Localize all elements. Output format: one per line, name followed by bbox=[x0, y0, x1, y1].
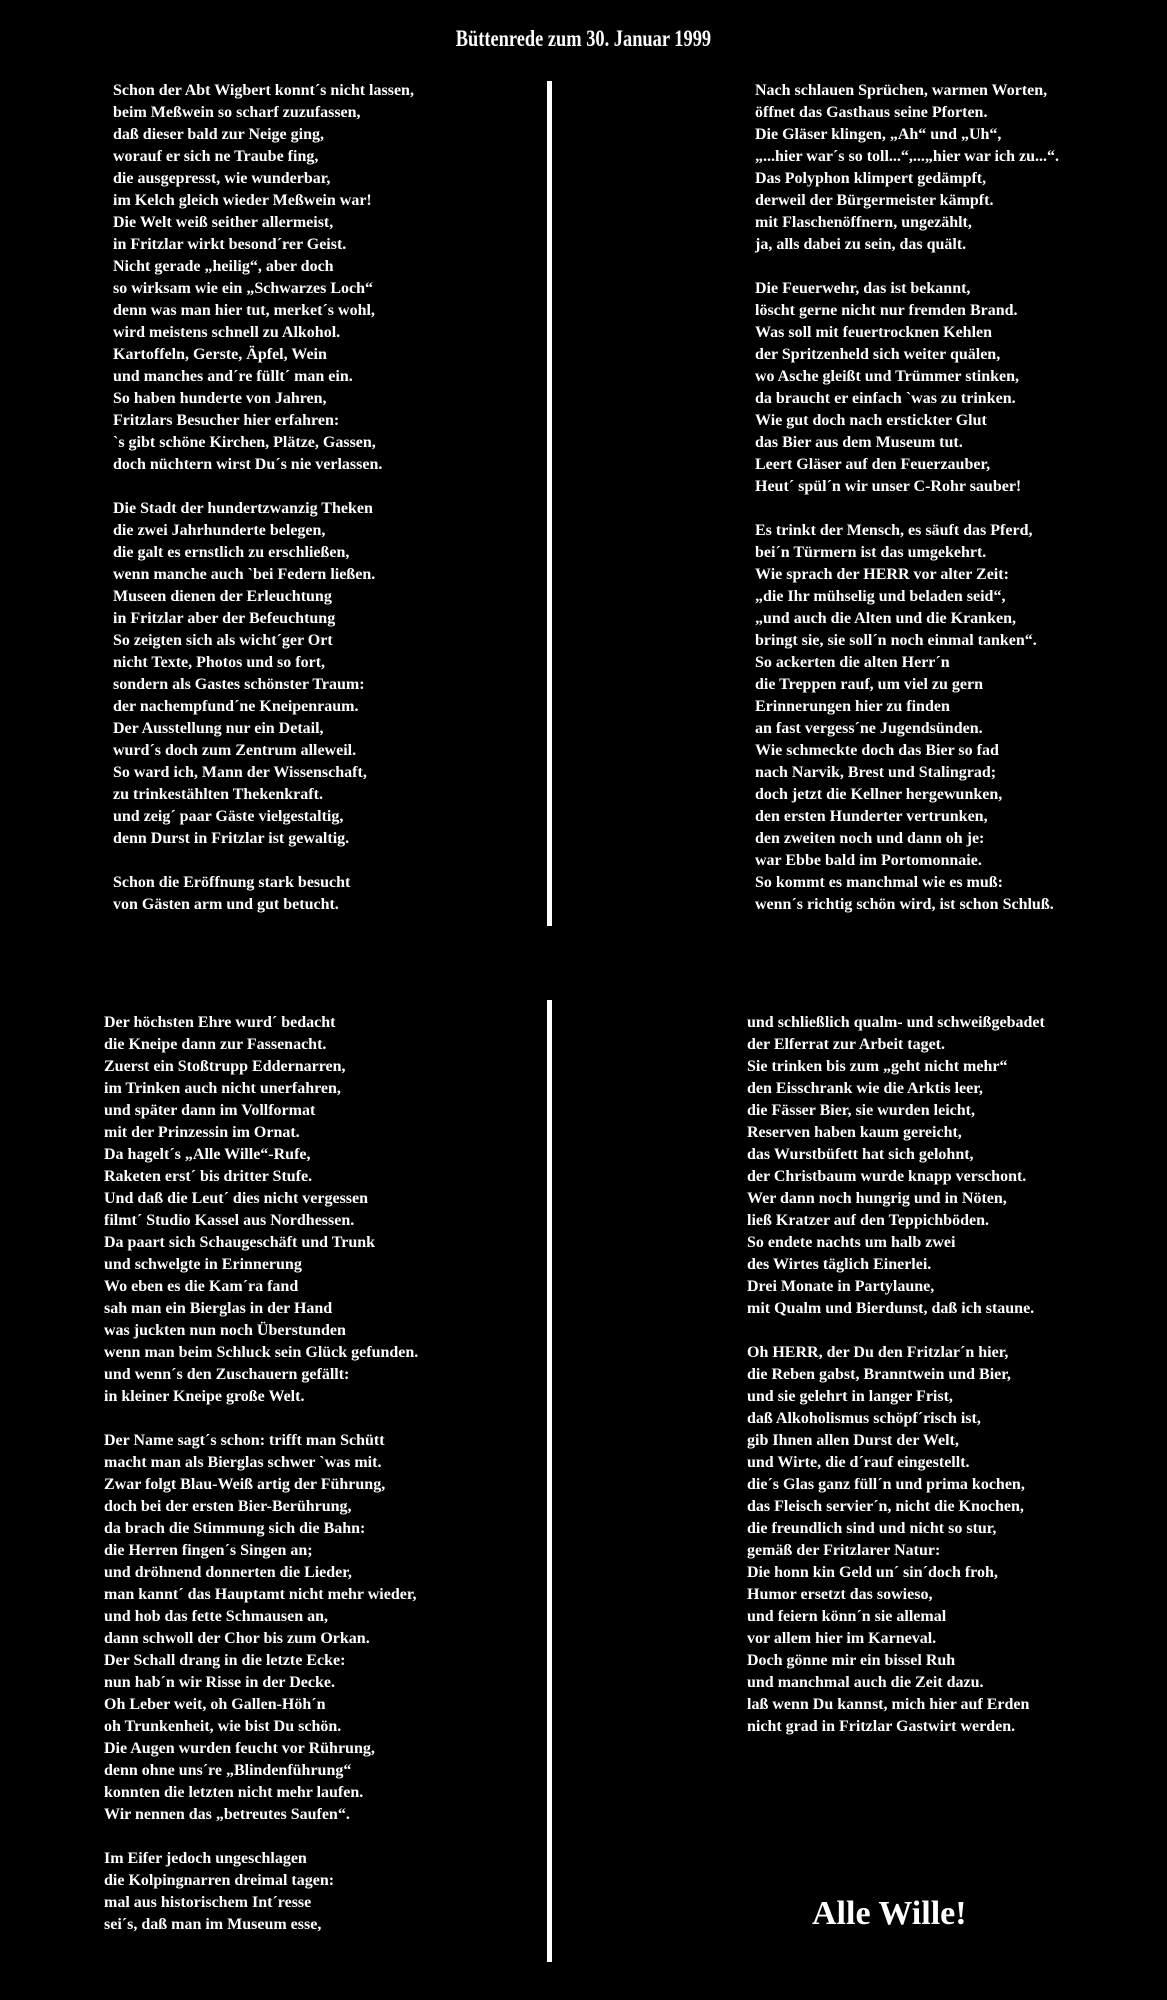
verse-line: Reserven haben kaum gereicht, bbox=[747, 1124, 962, 1141]
verse-line: den Eisschrank wie die Arktis leer, bbox=[747, 1080, 983, 1097]
verse-line: Die Feuerwehr, das ist bekannt, bbox=[755, 280, 971, 297]
verse-line: die Kneipe dann zur Fassenacht. bbox=[104, 1036, 327, 1053]
verse-line: und schwelgte in Erinnerung bbox=[104, 1256, 302, 1273]
page-title: Büttenrede zum 30. Januar 1999 bbox=[455, 26, 712, 51]
verse-line: Die honn kin Geld un´ sin´doch froh, bbox=[747, 1564, 998, 1581]
verse-line: Erinnerungen hier zu finden bbox=[755, 698, 950, 715]
verse-line: im Kelch gleich wieder Meßwein war! bbox=[113, 192, 372, 209]
verse-line: Zwar folgt Blau-Weiß artig der Führung, bbox=[104, 1476, 386, 1493]
verse-line: „...hier war´s so toll...“,...„hier war ich zu...“. bbox=[755, 148, 1059, 165]
verse-column-bottom-right bbox=[747, 1012, 1045, 1738]
verse-line: Oh HERR, der Du den Fritzlar´n hier, bbox=[747, 1344, 1009, 1361]
verse-line: Und daß die Leut´ dies nicht vergessen bbox=[104, 1190, 369, 1207]
verse-line: So ackerten die alten Herr´n bbox=[755, 654, 950, 671]
verse-line: wird meistens schnell zu Alkohol. bbox=[113, 324, 341, 341]
stanza-break bbox=[755, 498, 1059, 520]
verse-line: und manches and´re füllt´ man ein. bbox=[113, 368, 353, 385]
verse-line: Drei Monate in Partylaune, bbox=[747, 1278, 935, 1295]
verse-line: war Ebbe bald im Portomonnaie. bbox=[755, 852, 982, 869]
verse-line: denn was man hier tut, merket´s wohl, bbox=[113, 302, 375, 319]
verse-line: des Wirtes täglich Einerlei. bbox=[747, 1256, 932, 1273]
stanza-break bbox=[747, 1320, 1045, 1342]
verse-line: wurd´s doch zum Zentrum alleweil. bbox=[113, 742, 357, 759]
verse-line: daß Alkoholismus schöpf´risch ist, bbox=[747, 1410, 981, 1427]
verse-line: Nach schlauen Sprüchen, warmen Worten, bbox=[755, 82, 1048, 99]
verse-line: Wie schmeckte doch das Bier so fad bbox=[755, 742, 999, 759]
verse-line: und hob das fette Schmausen an, bbox=[104, 1608, 329, 1625]
verse-line: So haben hunderte von Jahren, bbox=[113, 390, 327, 407]
verse-line: nun hab´n wir Risse in der Decke. bbox=[104, 1674, 335, 1691]
verse-line: Heut´ spül´n wir unser C-Rohr sauber! bbox=[755, 478, 1022, 495]
verse-line: Wie gut doch nach erstickter Glut bbox=[755, 412, 987, 429]
verse-line: in Fritzlar aber der Befeuchtung bbox=[113, 610, 336, 627]
verse-line: da brach die Stimmung sich die Bahn: bbox=[104, 1520, 366, 1537]
verse-line: der Elferrat zur Arbeit taget. bbox=[747, 1036, 946, 1053]
stanza-break bbox=[104, 1408, 418, 1430]
verse-line: im Trinken auch nicht unerfahren, bbox=[104, 1080, 341, 1097]
verse-line: Museen dienen der Erleuchtung bbox=[113, 588, 332, 605]
verse-line: Da hagelt´s „Alle Wille“-Rufe, bbox=[104, 1146, 311, 1163]
verse-line: nicht Texte, Photos und so fort, bbox=[113, 654, 326, 671]
verse-line: was juckten nun noch Überstunden bbox=[104, 1322, 346, 1339]
verse-line: `s gibt schöne Kirchen, Plätze, Gassen, bbox=[113, 434, 376, 451]
verse-line: mit Qualm und Bierdunst, daß ich staune. bbox=[747, 1300, 1035, 1317]
verse-line: oh Trunkenheit, wie bist Du schön. bbox=[104, 1718, 342, 1735]
verse-line: die Treppen rauf, um viel zu gern bbox=[755, 676, 983, 693]
verse-line: doch bei der ersten Bier-Berührung, bbox=[104, 1498, 352, 1515]
verse-line: Humor ersetzt das sowieso, bbox=[747, 1586, 933, 1603]
verse-line: Nicht gerade „heilig“, aber doch bbox=[113, 258, 334, 275]
verse-line: die ausgepresst, wie wunderbar, bbox=[113, 170, 331, 187]
verse-line: macht man als Bierglas schwer `was mit. bbox=[104, 1454, 382, 1471]
stanza-break bbox=[113, 850, 414, 872]
verse-line: und sie gelehrt in langer Frist, bbox=[747, 1388, 953, 1405]
verse-line: doch nüchtern wirst Du´s nie verlassen. bbox=[113, 456, 383, 473]
verse-line: Im Eifer jedoch ungeschlagen bbox=[104, 1850, 307, 1867]
verse-line: Wer dann noch hungrig und in Nöten, bbox=[747, 1190, 1007, 1207]
verse-line: wenn manche auch `bei Federn ließen. bbox=[113, 566, 376, 583]
stanza-break bbox=[113, 476, 414, 498]
verse-line: und zeig´ paar Gäste vielgestaltig, bbox=[113, 808, 344, 825]
verse-line: da braucht er einfach `was zu trinken. bbox=[755, 390, 1016, 407]
verse-line: Es trinkt der Mensch, es säuft das Pferd, bbox=[755, 522, 1033, 539]
verse-line: Der Name sagt´s schon: trifft man Schütt bbox=[104, 1432, 385, 1449]
verse-line: der Christbaum wurde knapp verschont. bbox=[747, 1168, 1027, 1185]
verse-line: doch jetzt die Kellner hergewunken, bbox=[755, 786, 1003, 803]
verse-line: Wo eben es die Kam´ra fand bbox=[104, 1278, 299, 1295]
verse-line: und feiern könn´n sie allemal bbox=[747, 1608, 947, 1625]
verse-line: und Wirte, die d´rauf eingestellt. bbox=[747, 1454, 970, 1471]
verse-line: die galt es ernstlich zu erschließen, bbox=[113, 544, 350, 561]
verse-line: Was soll mit feuertrocknen Kehlen bbox=[755, 324, 993, 341]
verse-line: Wie sprach der HERR vor alter Zeit: bbox=[755, 566, 1009, 583]
verse-line: Raketen erst´ bis dritter Stufe. bbox=[104, 1168, 313, 1185]
verse-line: die Herren fingen´s Singen an; bbox=[104, 1542, 313, 1559]
verse-line: Die Augen wurden feucht vor Rührung, bbox=[104, 1740, 375, 1757]
verse-line: konnten die letzten nicht mehr laufen. bbox=[104, 1784, 364, 1801]
stanza-break bbox=[755, 256, 1059, 278]
verse-line: wo Asche gleißt und Trümmer stinken, bbox=[755, 368, 1020, 385]
verse-line: Die Stadt der hundertzwanzig Theken bbox=[113, 500, 373, 517]
verse-column-top-right bbox=[755, 80, 1059, 916]
column-divider-top bbox=[547, 81, 552, 926]
verse-line: die Kolpingnarren dreimal tagen: bbox=[104, 1872, 335, 1889]
verse-line: mit Flaschenöffnern, ungezählt, bbox=[755, 214, 972, 231]
verse-line: Zuerst ein Stoßtrupp Eddernarren, bbox=[104, 1058, 346, 1075]
verse-line: ließ Kratzer auf den Teppichböden. bbox=[747, 1212, 989, 1229]
stanza-break bbox=[104, 1826, 418, 1848]
verse-line: Oh Leber weit, oh Gallen-Höh´n bbox=[104, 1696, 326, 1713]
verse-line: Der höchsten Ehre wurd´ bedacht bbox=[104, 1014, 336, 1031]
verse-line: in Fritzlar wirkt besond´rer Geist. bbox=[113, 236, 347, 253]
verse-line: von Gästen arm und gut betucht. bbox=[113, 896, 339, 913]
verse-line: Da paart sich Schaugeschäft und Trunk bbox=[104, 1234, 376, 1251]
verse-line: filmt´ Studio Kassel aus Nordhessen. bbox=[104, 1212, 355, 1229]
verse-line: zu trinkestählten Thekenkraft. bbox=[113, 786, 323, 803]
verse-line: ja, alls dabei zu sein, das quält. bbox=[755, 236, 967, 253]
verse-line: beim Meßwein so scharf zuzufassen, bbox=[113, 104, 361, 121]
verse-line: sondern als Gastes schönster Traum: bbox=[113, 676, 365, 693]
verse-line: an fast vergess´ne Jugendsünden. bbox=[755, 720, 983, 737]
verse-line: Kartoffeln, Gerste, Äpfel, Wein bbox=[113, 346, 327, 363]
verse-line: das Fleisch servier´n, nicht die Knochen, bbox=[747, 1498, 1024, 1515]
verse-line: bei´n Türmern ist das umgekehrt. bbox=[755, 544, 987, 561]
verse-line: Die Gläser klingen, „Ah“ und „Uh“, bbox=[755, 126, 1002, 143]
verse-line: dann schwoll der Chor bis zum Orkan. bbox=[104, 1630, 370, 1647]
verse-line: wenn man beim Schluck sein Glück gefunden. bbox=[104, 1344, 419, 1361]
verse-column-top-left bbox=[113, 80, 414, 916]
verse-line: So kommt es manchmal wie es muß: bbox=[755, 874, 1003, 891]
verse-line: sah man ein Bierglas in der Hand bbox=[104, 1300, 333, 1317]
verse-line: das Wurstbüfett hat sich gelohnt, bbox=[747, 1146, 974, 1163]
verse-line: die zwei Jahrhunderte belegen, bbox=[113, 522, 326, 539]
verse-line: „die Ihr mühselig und beladen seid“, bbox=[755, 588, 1006, 605]
verse-line: die Reben gabst, Branntwein und Bier, bbox=[747, 1366, 1011, 1383]
verse-line: laß wenn Du kannst, mich hier auf Erden bbox=[747, 1696, 1030, 1713]
verse-line: in kleiner Kneipe große Welt. bbox=[104, 1388, 305, 1405]
verse-line: sei´s, daß man im Museum esse, bbox=[104, 1916, 322, 1933]
verse-line: Das Polyphon klimpert gedämpft, bbox=[755, 170, 987, 187]
verse-line: löscht gerne nicht nur fremden Brand. bbox=[755, 302, 1018, 319]
verse-line: daß dieser bald zur Neige ging, bbox=[113, 126, 324, 143]
verse-line: Doch gönne mir ein bissel Ruh bbox=[747, 1652, 956, 1669]
verse-line: den ersten Hunderter vertrunken, bbox=[755, 808, 988, 825]
closing-cheer: Alle Wille! bbox=[812, 1895, 967, 1932]
verse-line: So zeigten sich als wicht´ger Ort bbox=[113, 632, 333, 649]
verse-line: Der Schall drang in die letzte Ecke: bbox=[104, 1652, 346, 1669]
verse-line: öffnet das Gasthaus seine Pforten. bbox=[755, 104, 988, 121]
verse-line: mal aus historischem Int´resse bbox=[104, 1894, 312, 1911]
verse-line: und wenn´s den Zuschauern gefällt: bbox=[104, 1366, 350, 1383]
verse-line: bringt sie, sie soll´n noch einmal tanken“. bbox=[755, 632, 1037, 649]
verse-line: und später dann im Vollformat bbox=[104, 1102, 316, 1119]
verse-line: und dröhnend donnerten die Lieder, bbox=[104, 1564, 352, 1581]
verse-line: Schon der Abt Wigbert konnt´s nicht lassen, bbox=[113, 82, 414, 99]
verse-line: die freundlich sind und nicht so stur, bbox=[747, 1520, 997, 1537]
verse-line: Leert Gläser auf den Feuerzauber, bbox=[755, 456, 991, 473]
verse-line: den zweiten noch und dann oh je: bbox=[755, 830, 985, 847]
verse-line: denn Durst in Fritzlar ist gewaltig. bbox=[113, 830, 350, 847]
verse-line: Wir nennen das „betreutes Saufen“. bbox=[104, 1806, 350, 1823]
verse-line: Die Welt weiß seither allermeist, bbox=[113, 214, 334, 231]
column-divider-bottom bbox=[547, 1000, 552, 1962]
verse-line: denn ohne uns´re „Blindenführung“ bbox=[104, 1762, 352, 1779]
verse-line: mit der Prinzessin im Ornat. bbox=[104, 1124, 300, 1141]
verse-line: und manchmal auch die Zeit dazu. bbox=[747, 1674, 984, 1691]
verse-line: So endete nachts um halb zwei bbox=[747, 1234, 956, 1251]
verse-line: Schon die Eröffnung stark besucht bbox=[113, 874, 351, 891]
verse-line: und schließlich qualm- und schweißgebadet bbox=[747, 1014, 1045, 1031]
verse-line: die´s Glas ganz füll´n und prima kochen, bbox=[747, 1476, 1025, 1493]
verse-line: So ward ich, Mann der Wissenschaft, bbox=[113, 764, 367, 781]
verse-line: der nachempfund´ne Kneipenraum. bbox=[113, 698, 359, 715]
verse-line: derweil der Bürgermeister kämpft. bbox=[755, 192, 994, 209]
verse-line: vor allem hier im Karneval. bbox=[747, 1630, 937, 1647]
verse-line: nicht grad in Fritzlar Gastwirt werden. bbox=[747, 1718, 1016, 1735]
verse-line: man kannt´ das Hauptamt nicht mehr wieder, bbox=[104, 1586, 417, 1603]
verse-line: Fritzlars Besucher hier erfahren: bbox=[113, 412, 340, 429]
verse-line: gib Ihnen allen Durst der Welt, bbox=[747, 1432, 959, 1449]
verse-line: gemäß der Fritzlarer Natur: bbox=[747, 1542, 941, 1559]
verse-column-bottom-left bbox=[104, 1012, 418, 1936]
verse-line: der Spritzenheld sich weiter quälen, bbox=[755, 346, 1001, 363]
verse-line: Der Ausstellung nur ein Detail, bbox=[113, 720, 324, 737]
verse-line: Sie trinken bis zum „geht nicht mehr“ bbox=[747, 1058, 1008, 1075]
verse-line: das Bier aus dem Museum tut. bbox=[755, 434, 963, 451]
verse-line: so wirksam wie ein „Schwarzes Loch“ bbox=[113, 280, 373, 297]
verse-line: worauf er sich ne Traube fing, bbox=[113, 148, 319, 165]
verse-line: „und auch die Alten und die Kranken, bbox=[755, 610, 1016, 627]
verse-line: nach Narvik, Brest und Stalingrad; bbox=[755, 764, 997, 781]
verse-line: die Fässer Bier, sie wurden leicht, bbox=[747, 1102, 975, 1119]
verse-line: wenn´s richtig schön wird, ist schon Schluß. bbox=[755, 896, 1054, 913]
